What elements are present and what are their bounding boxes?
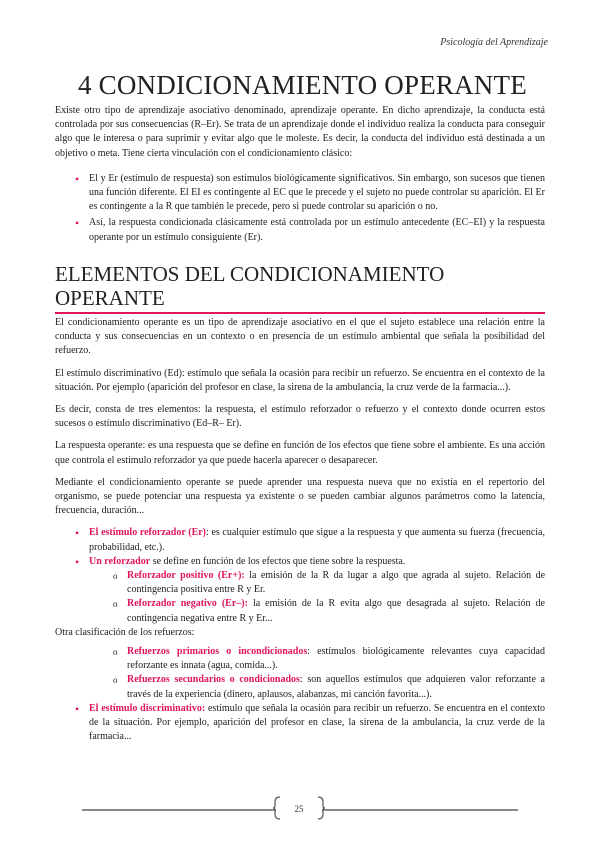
elements-block <box>55 316 545 744</box>
list-item <box>55 555 545 569</box>
list-item <box>55 597 545 625</box>
section-title: 4 CONDICIONAMIENTO OPERANTE <box>78 70 527 100</box>
definition: estímulo que señala la ocasión para recibir un refuerzo. Se encuentra en el contexto de la situación. Por ejemplo, aparición del profesor en clase, la sirena de la ambulancia, la cruz verde de la farmacia... <box>89 702 545 743</box>
title-underline <box>55 312 545 314</box>
classification-list <box>55 645 545 744</box>
term: Reforzador negativo (Er–): <box>127 598 248 610</box>
definition: se define en función de los efectos que tiene sobre la respuesta. <box>150 555 406 567</box>
paragraph: Mediante el condicionamiento operante se puede aprender una respuesta nueva que no existía en el repertorio del organismo, se puede potenciar una respuesta ya existente o se pueden cambiar algunos parámetros como la latencia, frecuencia, duración... <box>55 476 545 517</box>
intro-block <box>55 104 545 245</box>
list-item <box>55 702 545 745</box>
term: El estímulo discriminativo: <box>89 702 206 714</box>
page-number: 25 <box>294 804 304 814</box>
reinforcer-list <box>55 526 545 625</box>
list-item: • El y Er (estímulo de respuesta) son estímulos biológicamente significativos. Sin embargo, son sucesos que tienen una función diferente. El EI es contingente al EC que le precede y el sujeto no puede controlar su aparición. El Er es contingente a la R que también le precede, pero si puede controlar su aparición o no. <box>55 172 545 215</box>
list-item: • Así, la respuesta condicionada clásicamente está controlada por un estímulo antecedente (EC–EI) y la respuesta operante por un estímulo consiguiente (Er). <box>55 216 545 244</box>
definition: : son aquellos estímulos que adquieren valor reforzante a través de la experiencia (dinero, aplausos, alabanzas, mi canción favorita...). <box>127 674 545 700</box>
term: Refuerzos secundarios o condicionados <box>127 674 300 686</box>
definition: : estímulos biológicamente relevantes cuya capacidad reforzante es innata (agua, comida...). <box>127 646 545 672</box>
list-item <box>55 569 545 597</box>
paragraph: Otra clasificación de los refuerzos: <box>55 626 195 638</box>
term: El estímulo reforzador (Er) <box>89 527 207 539</box>
definition: la emisión de la R da lugar a algo que agrada al sujeto. Relación de contingencia positiva entre R y Er. <box>127 570 546 596</box>
footer-line-right <box>322 809 518 811</box>
paragraph: El estímulo discriminativo (Ed): estímulo que señala la ocasión para recibir un refuerzo. Se encuentra en el contexto de la situación. Por ejemplo (aparición del profesor en clase, la sirena de la ambulancia, la cruz verde de la farmacia...). <box>55 367 545 393</box>
paragraph: La respuesta operante: es una respuesta que se define en función de los efectos que tiene sobre el ambiente. Es una acción que controla el estímulo reforzador ya que puede hacerla aparecer o desaparecer. <box>55 440 545 466</box>
intro-bullet-list <box>55 172 545 245</box>
term: Un reforzador <box>89 555 151 567</box>
right-bracket-icon <box>316 796 326 820</box>
paragraph: El condicionamiento operante es un tipo de aprendizaje asociativo en el que el sujeto establece una relación entre la conducta y sus consecuencias en un contexto o en presencia de un estímulo ambiental que señala la posibilidad del refuerzo. <box>55 317 545 357</box>
term: Reforzador positivo (Er+): <box>127 570 245 582</box>
list-item <box>55 645 545 673</box>
footer-line-left <box>82 809 276 811</box>
list-item <box>55 526 545 554</box>
intro-paragraph: Existe otro tipo de aprendizaje asociativo denominado, aprendizaje operante. En dicho aprendizaje, la conducta está controlada por sus consecuencias (R–Er). Se trata de un aprendizaje donde el individuo realiza la conducta para conseguir algo que le interesa o para suprimir y evitar algo que le moleste. Es decir, la conducta del individuo está destinada a un objetivo o meta. Tiene cierta vinculación con el condicionamiento clásico: <box>55 105 545 159</box>
running-header: Psicología del Aprendizaje <box>440 37 548 48</box>
term: Refuerzos primarios o incondicionados <box>127 646 308 658</box>
definition: : es cualquier estímulo que sigue a la respuesta y que aumenta su fuerza (frecuencia, probabilidad, etc.). <box>89 527 545 553</box>
definition: la emisión de la R evita algo que desagrada al sujeto. Relación de contingencia negativa entre R y Er... <box>127 598 545 624</box>
paragraph: Es decir, consta de tres elementos: la respuesta, el estímulo reforzador o refuerzo y el contexto donde ocurren estos sucesos o estímulo discriminativo (Ed–R– Er). <box>55 404 545 430</box>
list-item <box>55 673 545 701</box>
subsection-title: ELEMENTOS DEL CONDICIONAMIENTO OPERANTE <box>55 262 445 310</box>
